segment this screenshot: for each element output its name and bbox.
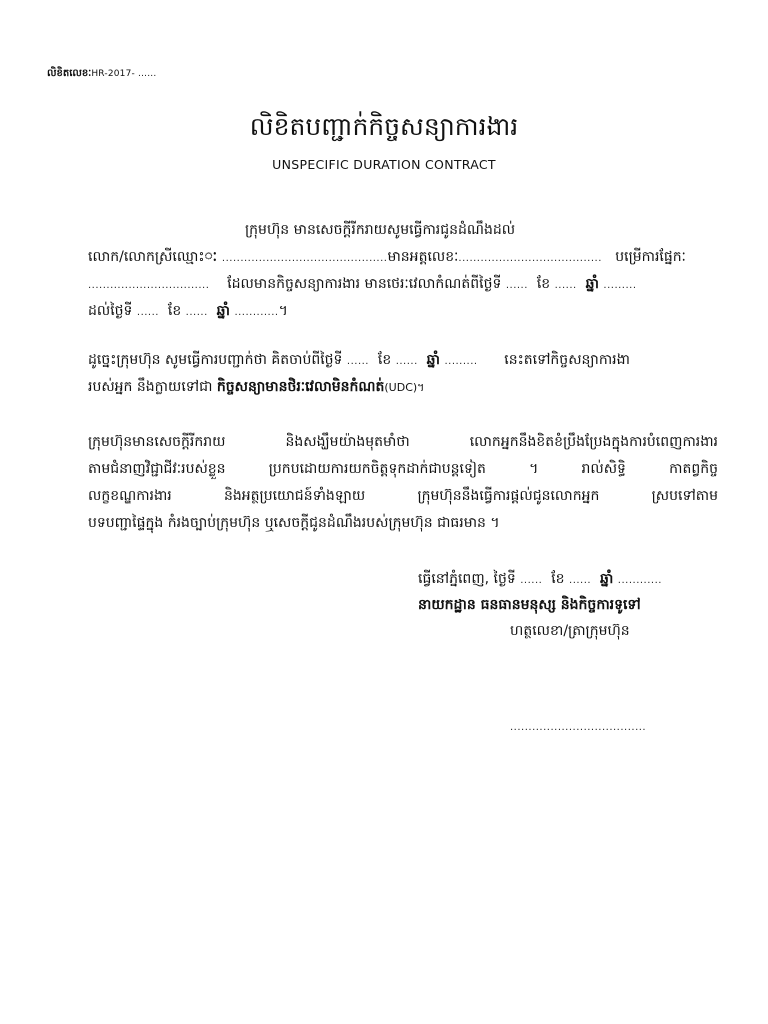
intro-line-2: លោក/លោកស្រីឈ្មោះៈ .............................................មានអត្តលេខៈ....................................... បម្រើការផ្នែកៈ bbox=[88, 249, 686, 265]
employee-name-label: លោក/លោកស្រីឈ្មោះ bbox=[88, 249, 205, 265]
effective-month-label: ខែ bbox=[377, 352, 392, 368]
sign-year-blank: ............ bbox=[617, 575, 662, 586]
intro-end-mark: ។ bbox=[278, 303, 288, 319]
intro-line-1: ក្រុមហ៊ុន មានសេចក្តីរីករាយសូមធ្វើការជូនដំណឹងដល់ bbox=[245, 222, 516, 238]
start-year-blank: ......... bbox=[603, 280, 637, 291]
until-label: ដល់ថ្ងៃទី bbox=[88, 303, 133, 319]
document-title-english: UNSPECIFIC DURATION CONTRACT bbox=[272, 157, 496, 172]
reference-number bbox=[47, 66, 156, 81]
until-year-blank: ............ bbox=[234, 307, 279, 318]
start-month-blank: ...... bbox=[554, 280, 577, 291]
employee-name-blank: ............................................. bbox=[221, 253, 388, 264]
start-day-blank: ...... bbox=[505, 280, 528, 291]
para2-line-2: តាមជំនាញវិជ្ជាជីវៈរបស់ខ្លួន ប្រកបដោយការយកចិត្តទុកដាក់ជាបន្តទៀត ។ រាល់សិទ្ធិ កាតព្វកិច្ច bbox=[88, 461, 718, 477]
until-month-label: ខែ bbox=[167, 303, 182, 319]
contract-period-text: ដែលមានកិច្ចសន្យាការងារ មានថេរៈវេលាកំណត់ពីថ្ងៃទី bbox=[227, 276, 502, 292]
start-year-label: ឆ្នាំ bbox=[585, 276, 599, 292]
until-day-blank: ...... bbox=[136, 307, 159, 318]
department-blank: ................................. bbox=[88, 280, 210, 291]
employee-id-blank: ....................................... bbox=[458, 253, 602, 264]
effective-day-blank: ...... bbox=[346, 356, 369, 367]
effective-month-blank: ...... bbox=[395, 356, 418, 367]
reference-value: HR-2017- ...... bbox=[91, 69, 157, 79]
signature-line bbox=[510, 718, 646, 734]
para2-line-3: លក្ខខណ្ឌការងារ និងអត្ថប្រយោជន៍ទាំងឡាយ ក្រុមហ៊ុននឹងធ្វើការផ្តល់ជូនលោកអ្នក ស្របទៅតាម bbox=[88, 488, 718, 504]
signature-seal-note: ហត្ថលេខា/ត្រាក្រុមហ៊ុន bbox=[510, 623, 630, 639]
sign-year-label: ឆ្នាំ bbox=[600, 571, 614, 587]
para2-line-1: ក្រុមហ៊ុនមានសេចក្តីរីករាយ និងសង្ឃឹមយ៉ាងមុតមាំថា លោកអ្នកនឹងខិតខំប្រឹងប្រែងក្នុងការបំពេញការងារ bbox=[88, 434, 718, 450]
effective-year-label: ឆ្នាំ bbox=[426, 352, 441, 368]
signature-blank: ..................................... bbox=[510, 722, 647, 733]
udc-contract-term: កិច្ចសន្យាមានថិរៈវេលាមិនកំណត់ bbox=[216, 379, 385, 395]
para1-line2-start: របស់អ្នក នឹងក្លាយទៅជា bbox=[88, 379, 213, 395]
start-month-label: ខែ bbox=[536, 276, 551, 292]
reference-label: លិខិតលេខៈ bbox=[47, 68, 92, 79]
intro-line-3 bbox=[88, 274, 637, 295]
para1-text-start: ដូច្នេះក្រុមហ៊ុន សូមធ្វើការបញ្ជាក់ថា គិតចាប់ពីថ្ងៃទី bbox=[88, 352, 343, 368]
para1-line-2 bbox=[88, 377, 424, 398]
place-date-line bbox=[418, 569, 662, 590]
until-year-label: ឆ្នាំ bbox=[216, 303, 230, 319]
intro-line-4 bbox=[88, 301, 288, 322]
document-title-khmer: លិខិតបញ្ជាក់កិច្ចសន្យាការងារ bbox=[249, 112, 519, 141]
sign-day-blank: ...... bbox=[520, 575, 543, 586]
para2-line-4: បទបញ្ជាផ្ទៃក្នុង កំរងច្បាប់ក្រុមហ៊ុន ឬសេចក្តីជូនដំណឹងរបស់ក្រុមហ៊ុន ជាធរមាន ។ bbox=[88, 515, 500, 531]
place-date-label: ធ្វើនៅភ្នំពេញ, ថ្ងៃទី bbox=[418, 571, 516, 587]
sign-month-blank: ...... bbox=[569, 575, 592, 586]
para1-line-1 bbox=[88, 350, 630, 371]
para1-text-end: នេះតទៅកិច្ចសន្យាការងា bbox=[504, 352, 630, 368]
effective-year-blank: ......... bbox=[444, 356, 478, 367]
issuing-department: នាយកដ្ឋាន ធនធានមនុស្ស និងកិច្ចការទូទៅ bbox=[418, 597, 641, 613]
udc-abbreviation: (UDC)។ bbox=[384, 381, 425, 394]
department-label: បម្រើការផ្នែកៈ bbox=[615, 249, 686, 265]
employee-id-label: មានអត្តលេខៈ bbox=[387, 249, 459, 265]
sign-month-label: ខែ bbox=[551, 571, 565, 587]
until-month-blank: ...... bbox=[185, 307, 208, 318]
